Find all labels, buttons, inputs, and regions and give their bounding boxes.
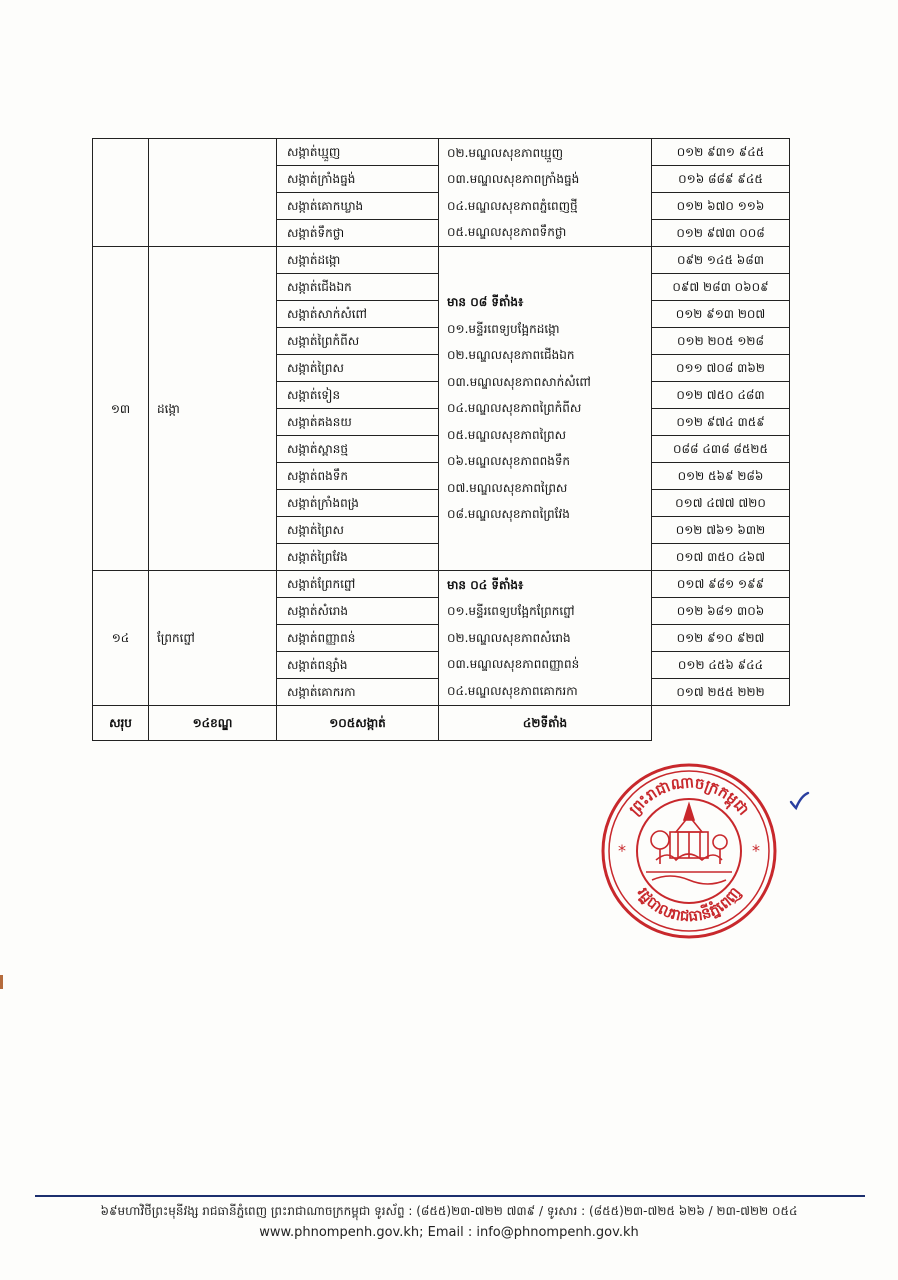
total-phone-blank — [652, 706, 790, 741]
phone-number: ០១៧ ៤៧៧ ៧២០ — [652, 490, 790, 517]
center-item: ០២.មណ្ឌលសុខភាពសំរោង — [447, 630, 571, 645]
district-name — [149, 139, 277, 247]
commune-name: សង្កាត់ក្រាំងធ្នង់ — [277, 166, 439, 193]
commune-name: សង្កាត់សំរោង — [277, 598, 439, 625]
phone-number: ០១២ ៧៥០ ៤៨៣ — [652, 382, 790, 409]
commune-name: សង្កាត់គងនយ — [277, 409, 439, 436]
phone-number: ០១២ ៩៧៤ ៣៥៩ — [652, 409, 790, 436]
phone-number: ០១៦ ៨៨៩ ៩៤៥ — [652, 166, 790, 193]
center-item: ០៨.មណ្ឌលសុខភាពព្រៃវែង — [447, 507, 570, 522]
svg-text:*: * — [752, 841, 760, 860]
district-name: ព្រែកព្នៅ — [149, 571, 277, 706]
total-centers: ៤២ទីតាំង — [439, 706, 652, 741]
commune-name: សង្កាត់ដង្កោ — [277, 247, 439, 274]
commune-name: សង្កាត់ជើងឯក — [277, 274, 439, 301]
district-number — [93, 139, 149, 247]
health-centers-table — [92, 138, 790, 741]
center-item: ០១.មន្ទីរពេទ្យបង្អែកដង្កោ — [447, 321, 560, 336]
phone-number: ០៨៨ ៤៣៨ ៨៥២៥ — [652, 436, 790, 463]
commune-name: សង្កាត់ព្រែកព្នៅ — [277, 571, 439, 598]
center-item: ០៥.មណ្ឌលសុខភាពព្រៃស — [447, 427, 567, 442]
commune-name: សង្កាត់ព្រៃស — [277, 517, 439, 544]
table-row — [93, 571, 790, 598]
seal-text-top: ព្រះរាជាណាចក្រកម្ពុជា — [625, 773, 753, 819]
center-item: ០៣.មណ្ឌលសុខភាពពញ្ញាពន់ — [447, 657, 580, 672]
phone-number: ០១២ ៩១៣ ២០៧ — [652, 301, 790, 328]
commune-name: សង្កាត់ព្រៃស — [277, 355, 439, 382]
total-label: សរុប — [93, 706, 149, 741]
phone-number: ០១២ ៩១០ ៩២៧ — [652, 625, 790, 652]
total-communes: ១០៥សង្កាត់ — [277, 706, 439, 741]
center-item: ០៥.មណ្ឌលសុខភាពទឹកថ្លា — [447, 225, 567, 239]
phone-number: ០១២ ៧៦១ ៦៣២ — [652, 517, 790, 544]
centers-header: មាន ០៤ ទីតាំង៖ — [447, 577, 524, 592]
phone-number: ០១២ ៦៨១ ៣០៦ — [652, 598, 790, 625]
svg-text:រដ្ឋបាលរាជធានីភ្នំពេញ — [634, 884, 745, 926]
phone-number: ០១២ ៤៥៦ ៩៤៤ — [652, 652, 790, 679]
phone-number: ០៩២ ១៤៥ ៦៨៣ — [652, 247, 790, 274]
commune-name: សង្កាត់ពងទឹក — [277, 463, 439, 490]
footer-contact: www.phnompenh.gov.kh; Email : info@phnompenh.gov.kh — [259, 1225, 639, 1240]
commune-name: សង្កាត់ពញ្ញាពន់ — [277, 625, 439, 652]
centers-cell — [439, 247, 652, 571]
center-item: ០១.មន្ទីរពេទ្យបង្អែកព្រែកព្នៅ — [447, 604, 575, 619]
footer-rule — [35, 1195, 865, 1197]
footer-address: ៦៩មហាវិថីព្រះមុនីវង្ស រាជធានីភ្នំពេញ ព្រះរាជាណាចក្រកម្ពុជា ទូរស័ព្ទ : (៨៥៥)២៣-៧២២ ៧៣៩ / ទូរសារ : (៨៥៥)២៣-៧២៥ ៦២៦ / ២៣-៧២២ ០៥៤ — [100, 1204, 798, 1218]
center-item: ០៣.មណ្ឌលសុខភាពសាក់សំពៅ — [447, 374, 591, 389]
center-item: ០២.មណ្ឌលសុខភាពឃ្មួញ — [447, 145, 564, 160]
centers-cell — [439, 139, 652, 247]
phone-number: ០១២ ២០៥ ១២៨ — [652, 328, 790, 355]
centers-cell — [439, 571, 652, 706]
phone-number: ០១៧ ៣៥០ ៤៦៧ — [652, 544, 790, 571]
commune-name: សង្កាត់ទៀន — [277, 382, 439, 409]
phone-number: ០១២ ៥៦៩ ២៨៦ — [652, 463, 790, 490]
phone-number: ០១២ ៩៧៣ ០០៨ — [652, 220, 790, 247]
center-item: ០៤.មណ្ឌលសុខភាពគោករកា — [447, 683, 578, 698]
svg-text:*: * — [618, 841, 626, 860]
phone-number: ០១១ ៧០៨ ៣៦២ — [652, 355, 790, 382]
center-item: ០៦.មណ្ឌលសុខភាពពងទឹក — [447, 454, 571, 469]
commune-name: សង្កាត់ព្រៃវែង — [277, 544, 439, 571]
total-districts: ១៤ខណ្ឌ — [149, 706, 277, 741]
commune-name: សង្កាត់ក្រាំងពង្រ — [277, 490, 439, 517]
centers-header: មាន ០៨ ទីតាំង៖ — [447, 295, 524, 310]
commune-name: សង្កាត់ទឹកថ្លា — [277, 220, 439, 247]
checkmark-icon — [788, 790, 810, 812]
center-item: ០២.មណ្ឌលសុខភាពជើងឯក — [447, 348, 575, 363]
phone-number: ០១៧ ២៥៥ ២២២ — [652, 679, 790, 706]
district-name: ដង្កោ — [149, 247, 277, 571]
margin-mark — [0, 975, 3, 989]
commune-name: សង្កាត់គោកឃ្លាង — [277, 193, 439, 220]
phone-number: ០១២ ៩៣១ ៩៤៥ — [652, 139, 790, 166]
phone-number: ០៩៧ ២៨៣ ០៦០៩ — [652, 274, 790, 301]
palace-emblem-icon — [646, 804, 732, 884]
center-item: ០៤.មណ្ឌលសុខភាពភ្នំពេញថ្មី — [447, 198, 578, 213]
table-row — [93, 139, 790, 166]
total-row — [93, 706, 790, 741]
phone-number: ០១៧ ៩៨១ ១៩៩ — [652, 571, 790, 598]
commune-name: សង្កាត់ឃ្មួញ — [277, 139, 439, 166]
center-item: ០៧.មណ្ឌលសុខភាពព្រៃស — [447, 480, 568, 495]
commune-name: សង្កាត់ពន្សាំង — [277, 652, 439, 679]
commune-name: សង្កាត់គោករកា — [277, 679, 439, 706]
commune-name: សង្កាត់សាក់សំពៅ — [277, 301, 439, 328]
table-row — [93, 247, 790, 274]
official-seal — [598, 760, 780, 942]
center-item: ០៤.មណ្ឌលសុខភាពព្រៃកំពីស — [447, 401, 582, 416]
center-item: ០៣.មណ្ឌលសុខភាពក្រាំងធ្នង់ — [447, 172, 580, 186]
district-number: ១៤ — [93, 571, 149, 706]
commune-name: សង្កាត់ស្ពានថ្ម — [277, 436, 439, 463]
district-number: ១៣ — [93, 247, 149, 571]
seal-text-bottom: រដ្ឋបាលរាជធានីភ្នំពេញ — [633, 883, 745, 926]
phone-number: ០១២ ៦៧០ ១១៦ — [652, 193, 790, 220]
commune-name: សង្កាត់ព្រៃកំពីស — [277, 328, 439, 355]
